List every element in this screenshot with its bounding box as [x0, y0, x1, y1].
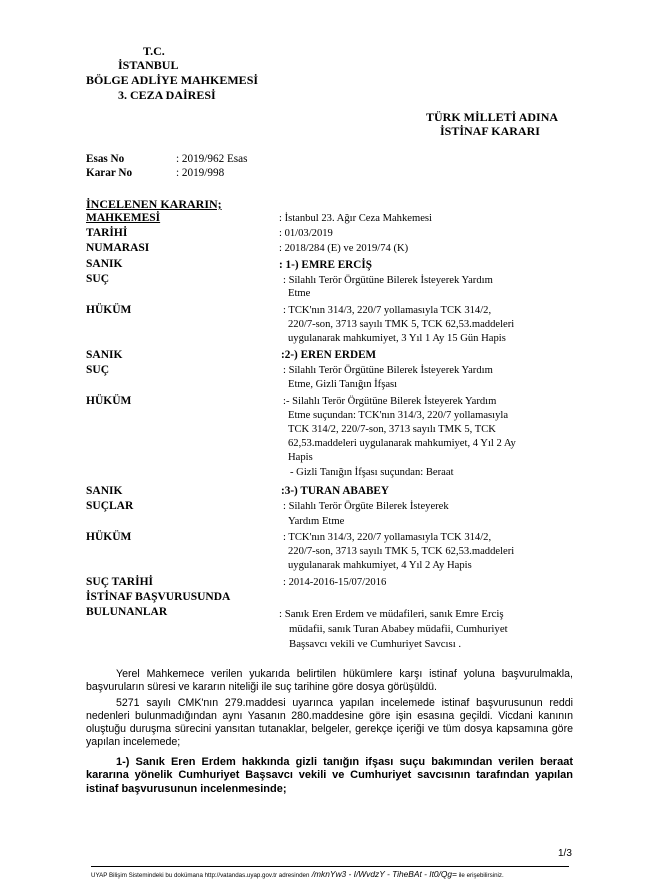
footer-uyap-prefix: UYAP Bilişim Sistemindeki bu dokümana http://vatandas.uyap.gov.tr adresinden [91, 872, 310, 879]
defendant-2-hukum-line: Etme suçundan: TCK'nın 314/3, 220/7 yollamasıyla [288, 410, 509, 421]
defendant-2-hukum-line: 62,53.maddeleri uygulanarak mahkumiyet, 4 Yıl 2 Ay [288, 438, 516, 449]
footer-uyap-text [91, 869, 504, 879]
esas-label: Esas No [86, 153, 125, 165]
header-tc: T.C. [143, 44, 165, 58]
defendant-3-hukum-line: 220/7-son, 3713 sayılı TMK 5, TCK 62,53.maddeleri [288, 546, 515, 557]
defendant-2-hukum-line: Hapis [288, 452, 313, 463]
defendant-2-hukum-line: - Gizli Tanığın İfşası suçundan: Beraat [290, 467, 454, 478]
appellants-line: : Sanık Eren Erdem ve müdafileri, sanık Emre Erciş [279, 608, 504, 620]
defendant-1-hukum-line: uygulanarak mahkumiyet, 3 Yıl 1 Ay 15 Gün Hapis [288, 333, 506, 344]
defendant-3-hukum-label: HÜKÜM [86, 531, 132, 543]
body-paragraph-1: Yerel Mahkemece verilen yukarıda belirtilen hükümlere karşı istinaf yoluna başvurulmakla, başvuruların süresi ve kararın niteliği ile suç tarihine göre dosya görüşüldü. [86, 668, 573, 694]
court-label: MAHKEMESİ [86, 212, 161, 224]
defendant-3-suc-line: Yardım Etme [288, 516, 345, 527]
footer-suffix: ile erişebilirsiniz. [456, 872, 504, 879]
body-paragraph-2: 5271 sayılı CMK'nın 279.maddesi uyarınca yapılan incelemede istinaf başvurusunun reddi nedenleri bulunmadığından aynı Yasanın 280.maddesine göre işin esasına geçildi. Vicdani kanının oluştuğu duruşma sürecini yansıtan tutanaklar, belgeler, gerekçe içeriği ve tüm dosya kapsamına göre yapılan incelemede; [86, 697, 573, 749]
defendant-3-name: :3-) TURAN ABABEY [281, 485, 389, 497]
defendant-1-label: SANIK [86, 258, 123, 270]
defendant-1-hukum-line: : TCK'nın 314/3, 220/7 yollamasıyla TCK 314/2, [283, 305, 492, 316]
defendant-1-suc-line: Etme [288, 288, 311, 299]
reviewed-heading: İNCELENEN KARARIN; [86, 197, 222, 211]
header-nation-line1: TÜRK MİLLETİ ADINA [426, 110, 559, 124]
defendant-3-hukum-line: : TCK'nın 314/3, 220/7 yollamasıyla TCK 314/2, [283, 532, 492, 543]
footer-access-code: /mknYw3 - I/WvdzY - TiheBAt - It0/Qg= [309, 869, 457, 879]
court-value: : İstanbul 23. Ağır Ceza Mahkemesi [279, 213, 432, 224]
number-value: : 2018/284 (E) ve 2019/74 (K) [279, 243, 409, 254]
appellants-line: Başsavcı vekili ve Cumhuriyet Savcısı . [289, 638, 462, 650]
body-paragraph-3: 1-) Sanık Eren Erdem hakkında gizli tanığın ifşası suçu bakımından verilen beraat kararına yönelik Cumhuriyet Başsavcı vekili ve Cumhuriyet savcısının tarafından yapılan istinaf başvurusunun incelenmesinde; [86, 756, 573, 795]
defendant-1-hukum-line: 220/7-son, 3713 sayılı TMK 5, TCK 62,53.maddeleri [288, 319, 515, 330]
defendant-2-suc-label: SUÇ [86, 364, 110, 376]
footer-divider [91, 866, 569, 867]
defendant-1-suc-label: SUÇ [86, 273, 110, 285]
crime-date-label: SUÇ TARİHİ [86, 576, 153, 588]
header-court: BÖLGE ADLİYE MAHKEMESİ [86, 73, 259, 87]
defendant-3-hukum-line: uygulanarak mahkumiyet, 4 Yıl 2 Ay Hapis [288, 560, 472, 571]
defendant-3-label: SANIK [86, 485, 123, 497]
defendant-2-name: :2-) EREN ERDEM [281, 349, 377, 361]
defendant-2-hukum-line: TCK 314/2, 220/7-son, 3713 sayılı TMK 5, TCK [288, 424, 496, 435]
date-value: : 01/03/2019 [279, 228, 333, 239]
defendant-2-label: SANIK [86, 349, 123, 361]
defendant-2-suc-line: : Silahlı Terör Örgütüne Bilerek İsteyerek Yardım [283, 365, 493, 376]
defendant-3-suc-label: SUÇLAR [86, 500, 134, 512]
defendant-1-suc-line: : Silahlı Terör Örgütüne Bilerek İsteyerek Yardım [283, 275, 493, 286]
defendant-2-hukum-line: :- Silahlı Terör Örgütüne Bilerek İsteyerek Yardım [283, 396, 497, 407]
esas-value: : 2019/962 Esas [176, 153, 248, 165]
karar-value: : 2019/998 [176, 167, 225, 179]
header-title: İSTİNAF KARARI [440, 124, 540, 138]
page-number: 1/3 [558, 848, 572, 859]
defendant-3-suc-line: : Silahlı Terör Örgüte Bilerek İsteyerek [283, 501, 449, 512]
defendant-2-suc-line: Etme, Gizli Tanığın İfşası [288, 379, 398, 390]
number-label: NUMARASI [86, 242, 150, 254]
appellants-label-line2: BULUNANLAR [86, 606, 168, 618]
header-chamber: 3. CEZA DAİRESİ [118, 88, 216, 102]
defendant-1-name: : 1-) EMRE ERCİŞ [279, 259, 372, 271]
date-label: TARİHİ [86, 227, 128, 239]
appellants-line: müdafii, sanık Turan Ababey müdafii, Cumhuriyet [289, 623, 508, 635]
appellants-label-line1: İSTİNAF BAŞVURUSUNDA [86, 591, 231, 603]
crime-date-value: : 2014-2016-15/07/2016 [283, 577, 387, 588]
karar-label: Karar No [86, 167, 133, 179]
defendant-1-hukum-label: HÜKÜM [86, 304, 132, 316]
defendant-2-hukum-label: HÜKÜM [86, 395, 132, 407]
header-city: İSTANBUL [118, 58, 179, 72]
